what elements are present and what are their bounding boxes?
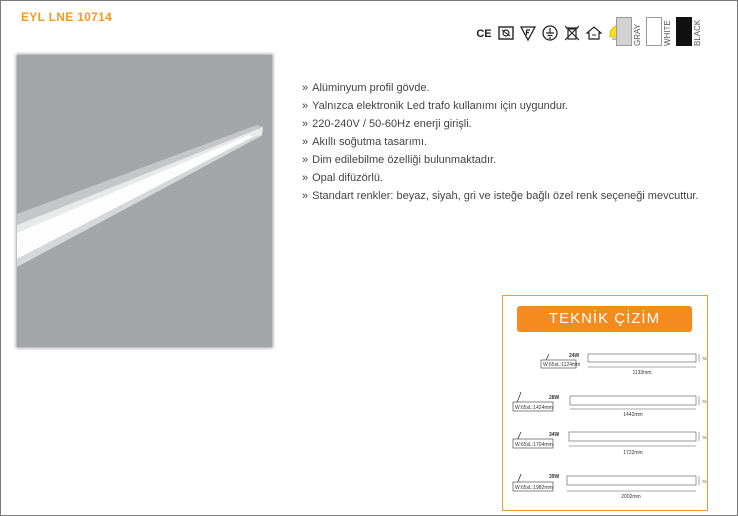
feature-text: Standart renkler: beyaz, siyah, gri ve isteğe bağlı özel renk seçeneği mevcuttur.	[312, 190, 699, 202]
drawing-watt: 24W	[569, 353, 580, 359]
bullet-icon: »	[302, 118, 309, 130]
drawing-39w	[513, 474, 707, 500]
feature-item	[302, 115, 699, 133]
feature-item	[302, 151, 699, 169]
swatch-gray	[616, 17, 632, 46]
drawing-length: 1442mm	[623, 412, 643, 418]
drawing-spec: W:65xL:1704mm	[515, 442, 553, 448]
bullet-icon: »	[302, 154, 309, 166]
feature-item	[302, 97, 699, 115]
swatch-white	[646, 17, 662, 46]
color-option-gray	[616, 17, 642, 46]
technical-drawing-panel	[502, 295, 708, 511]
feature-text: 220-240V / 50-60Hz enerji girişli.	[312, 118, 472, 130]
swatch-label-white: WHITE	[663, 20, 672, 46]
drawing-watt: 34W	[549, 432, 560, 438]
color-option-white	[646, 17, 672, 46]
product-photo	[17, 55, 272, 347]
drawing-spec: W:65xL:1982mm	[515, 485, 553, 491]
feature-item	[302, 79, 699, 97]
feature-text: Yalnızca elektronik Led trafo kullanımı için uygundur.	[312, 100, 569, 112]
drawing-spec: W:65xL:1124mm	[543, 362, 581, 368]
drawing-height: 75	[702, 479, 707, 484]
feature-item	[302, 169, 699, 187]
drawing-length: 1722mm	[623, 450, 643, 456]
feature-text: Alüminyum profil gövde.	[312, 82, 430, 94]
dim-house-icon	[585, 24, 603, 42]
drawing-34w	[513, 432, 707, 456]
certification-icons	[475, 23, 625, 43]
drawing-length: 2002mm	[621, 494, 641, 500]
drawing-height: 75	[702, 399, 707, 404]
feature-list	[302, 79, 699, 205]
drawing-height: 75	[702, 435, 707, 440]
drawing-watt: 28W	[549, 395, 560, 401]
feature-item	[302, 187, 699, 205]
feature-text: Opal difüzörlü.	[312, 172, 384, 184]
drawing-24w	[541, 353, 707, 376]
ce-mark-icon	[475, 24, 493, 42]
swatch-label-gray: GRAY	[633, 23, 642, 46]
color-swatches	[616, 17, 702, 46]
swatch-black	[676, 17, 692, 46]
weee-bin-icon	[563, 24, 581, 42]
earth-ground-icon	[541, 24, 559, 42]
feature-text: Akıllı soğutma tasarımı.	[312, 136, 428, 148]
f-mark-icon	[519, 24, 537, 42]
swatch-label-black: BLACK	[693, 19, 702, 46]
drawing-watt: 39W	[549, 474, 560, 480]
linear-light-image	[17, 55, 272, 347]
class-rating-icon	[497, 24, 515, 42]
drawing-height: 75	[702, 356, 707, 361]
product-title: EYL LNE 10714	[21, 10, 113, 24]
technical-drawings	[503, 296, 709, 512]
color-option-black	[676, 17, 702, 46]
technical-drawing-header: TEKNİK ÇİZİM	[517, 306, 692, 332]
ce-label: CE	[476, 28, 492, 40]
drawing-28w	[513, 392, 707, 418]
drawing-spec: W:65xL:1424mm	[515, 405, 553, 411]
bullet-icon: »	[302, 136, 309, 148]
drawing-length: 1133mm	[632, 370, 652, 376]
bullet-icon: »	[302, 100, 309, 112]
bullet-icon: »	[302, 172, 309, 184]
bullet-icon: »	[302, 82, 309, 94]
feature-text: Dim edilebilme özelliği bulunmaktadır.	[312, 154, 497, 166]
bullet-icon: »	[302, 190, 309, 202]
feature-item	[302, 133, 699, 151]
